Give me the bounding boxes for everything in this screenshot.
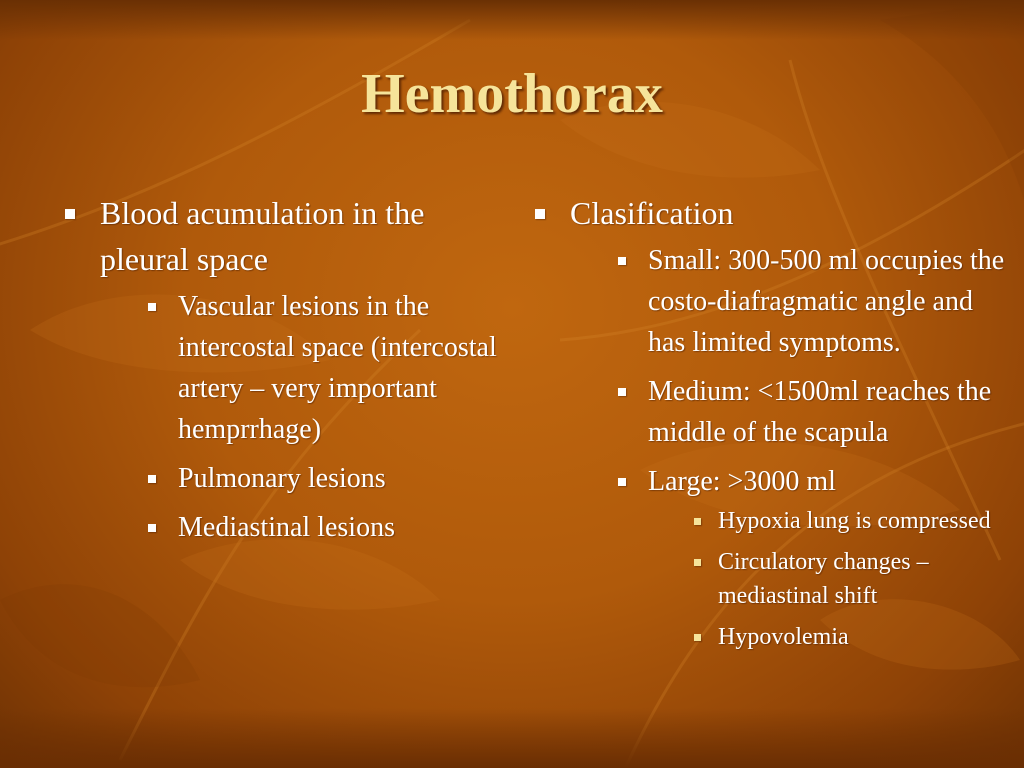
bullet-text: Hypoxia lung is compressed: [718, 508, 991, 534]
bullet-text: Hypovolemia: [718, 624, 849, 650]
bullet-mediastinal-lesions: [146, 507, 500, 548]
square-bullet-icon: [618, 257, 626, 265]
bullet-pulmonary-lesions: [146, 458, 500, 499]
bullet-classification: [530, 190, 1010, 654]
square-bullet-icon: [694, 518, 701, 525]
top-shade: [0, 0, 1024, 40]
bullet-text: Circulatory changes – mediastinal shift: [718, 549, 929, 609]
bullet-text: Small: 300-500 ml occupies the costo-diafragmatic angle and has limited symptoms.: [648, 245, 1005, 358]
bullet-text: Blood acumulation in the pleural space: [100, 195, 425, 277]
square-bullet-icon: [694, 634, 701, 641]
slide-title: Hemothorax: [361, 63, 663, 125]
bullet-blood-accumulation: [60, 190, 500, 548]
bullet-text: Large: >3000 ml: [648, 466, 836, 497]
bottom-shade: [0, 708, 1024, 768]
bullet-text: Clasification: [570, 195, 734, 231]
square-bullet-icon: [65, 209, 75, 219]
bullet-hypovolemia: [692, 620, 1010, 654]
square-bullet-icon: [694, 559, 701, 566]
right-column: [530, 190, 1010, 662]
square-bullet-icon: [535, 209, 545, 219]
bullet-text: Vascular lesions in the intercostal space (intercostal artery – very important hemprrhage): [178, 291, 497, 445]
square-bullet-icon: [618, 478, 626, 486]
square-bullet-icon: [148, 475, 156, 483]
square-bullet-icon: [148, 524, 156, 532]
bullet-small: [616, 240, 1010, 363]
square-bullet-icon: [148, 303, 156, 311]
bullet-text: Pulmonary lesions: [178, 463, 386, 494]
bullet-circulatory-changes: [692, 545, 1010, 613]
bullet-vascular-lesions: [146, 286, 500, 450]
bullet-large: [616, 461, 1010, 654]
bullet-medium: [616, 371, 1010, 453]
left-column: [60, 190, 500, 556]
bullet-text: Mediastinal lesions: [178, 512, 395, 543]
bullet-hypoxia: [692, 504, 1010, 538]
square-bullet-icon: [618, 388, 626, 396]
bullet-text: Medium: <1500ml reaches the middle of the scapula: [648, 376, 992, 448]
